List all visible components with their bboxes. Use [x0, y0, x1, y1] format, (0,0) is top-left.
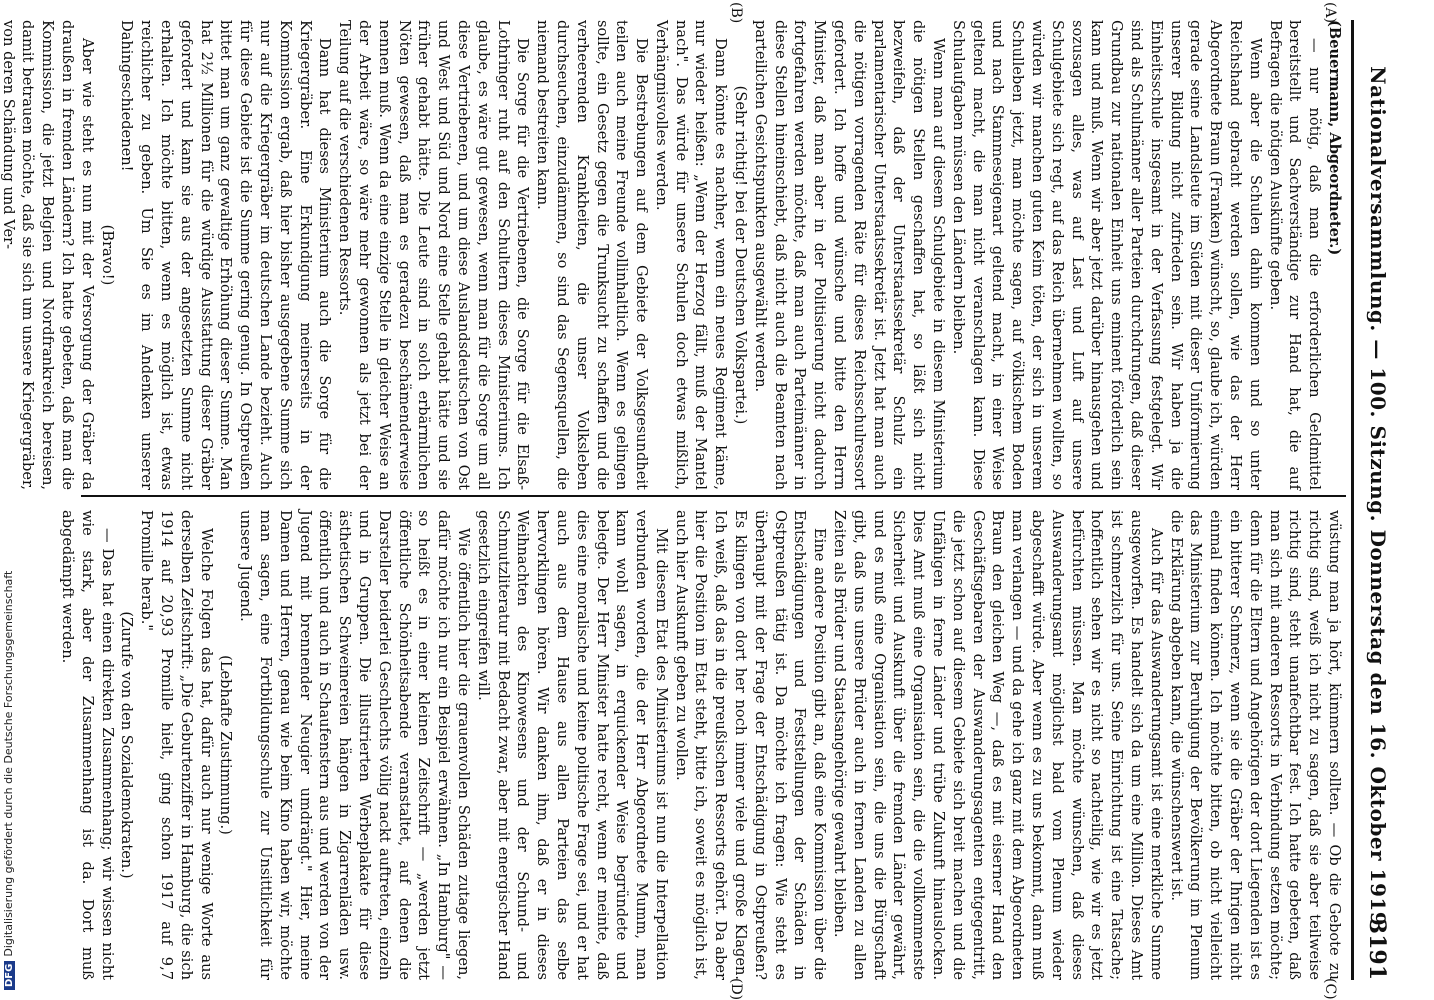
margin-mark-a: (A)	[1322, 2, 1338, 24]
page-title: Nationalversammlung. — 100. Sitzung. Donnerstag den 16. Oktober 1919.	[1366, 66, 1390, 934]
paragraph: wüstung man ja hört, kümmern sollten. — Ob die Gebote zu richtig sind, weiß ich nicht zu sagen, daß sie aber teilweise richtig sind, steht unanfechtbar fest. Ich hatte gebeten, daß man sich mit anderen Ressorts in Verbindung setzen möchte; denn für die Eltern und Angehörigen der dort Liegenden ist es ein bitterer Schmerz, wenn sie die Gräber der Ihrigen nicht einmal finden können. Ich möchte bitten, ob nicht vielleicht das Ministerium zur Beruhigung der Bevölkerung im Plenum die Erklärung abgeben kann, die wünschenswert ist.	[1167, 510, 1343, 980]
paragraph: Wenn man auf diesem Schulgebiete in diesem Ministerium die nötigen Stellen geschaffen hat, so läßt sich nicht bezweifeln, daß der Unterstaatssekretär Schulz ein parlamentarischer Unterstaatssekretär ist. Jetzt hat man auch die nötigen vorragenden Räte für dieses Reichsschulressort gefordert. Ich hoffe und wünsche und bitte den Herrn Minister, daß man aber in der Politisierung nicht dadurch fortgefahren werden möchte, daß man auch Parteimänner in diese Stellen hineinschiebt, daß nicht auch die Beamten nach parteilichen Gesichtspunkten ausgewählt werden.	[751, 20, 948, 490]
page-number: 3191	[1364, 918, 1390, 980]
interjection: (Zurufe von den Sozialdemokraten.)	[118, 611, 136, 879]
page-header	[1358, 20, 1394, 980]
paragraph: — nur nötig, daß man die erforderlichen Geldmittel bereitstellt und Sachverständige zur Hand hat, die auf Befragen die nötigen Auskünfte geben.	[1266, 20, 1324, 490]
paragraph: — Das hat einen direkten Zusammenhang; wir wissen nicht wie stark, aber der Zusammenhang ist da. Dort muß abgedämpft werden.	[59, 510, 116, 980]
digitization-credit-text: Digitalisierung gefördert durch die Deutsche Forschungsgemeinschaft	[2, 570, 15, 957]
paragraph: Die Bestrebungen auf dem Gebiete der Volksgesundheit teilen auch meine Freunde vollinhaltlich. Wenn es gelingen sollte, ein Gesetz gegen die Trunksucht zu schaffen und die verheerenden Krankheiten, die unser Volksleben durchseuchen, einzudämmen, so sind das Segensquellen, die niemand bestreiten kann.	[534, 20, 651, 490]
digitization-sidebar	[0, 0, 20, 1000]
paragraph: Welche Folgen das hat, dafür auch nur wenige Worte aus derselben Zeitschrift: „Die Geburtenziffer in Hamburg, die sich 1914 auf 20,93 Promille hielt, ging schon 1917 auf 9,7 Promille herab."	[138, 510, 215, 981]
paragraph: Die Sorge für die Vertriebenen, die Sorge für die Elsaß-Lothringer ruht auf den Schultern dieses Ministeriums. Ich glaube, es wäre gut gewesen, wenn man für die Sorge um all diese Vertriebenen, und um diese Auslandsdeutschen von Ost und West und Süd und Nord eine Stelle gehabt hätte und sie früher gehabt hätte. Die Leute sind in solch erbärmlichen Nöten gewesen, daß man es geradezu beschämenderweise nennen muß. Wenn da eine einzige Stelle in gleicher Weise an der Arbeit wäre, so wäre mehr gewonnen als jetzt bei der Teilung auf die verschiedenen Ressorts.	[336, 20, 532, 490]
margin-mark-b: (B)	[728, 2, 744, 24]
interjection: (Lebhafte Zustimmung.)	[217, 655, 235, 835]
interjection: (Sehr richtig! bei der Deutschen Volkspartei.)	[732, 85, 750, 425]
paragraph: Mit diesem Etat des Ministeriums ist nun die Interpellation verbunden worden, die der Herr Abgeordnete Mumm, man kann wohl sagen, in erquickender Weise begründete und belegte. Der Herr Minister hatte recht, wenn er meinte, daß dies eine moralische und keine politische Frage sei, und er hat auch aus dem Hause aus allen Parteien das selbe hervorklingen hören. Wir danken ihm, daß er in dieses Weihnachten des Kinowesens und der Schund- und Schmutzliteratur mit Bedacht zwar, aber mit energischer Hand gesetzlich eingreifen will.	[474, 510, 670, 980]
interjection: (Bravo!)	[98, 224, 116, 286]
margin-mark-d: (D)	[728, 978, 744, 1000]
paragraph: Wie öffentlich hier die grauenvollen Schäden zutage liegen, dafür möchte ich nur ein Beispiel erwähnen. „In Hamburg" — so heißt es in einer kleinen Zeitschrift — „werden jetzt öffentliche Schönheitsabende veranstaltet, auf denen die Darsteller beiderlei Geschlechts völlig nackt auftreten, einzeln und in Gruppen. Die illustrierten Werbeplakate für diese ästhetischen Schweinereien hängen in Zigarrenläden usw. öffentlich und auch in Schaufenstern aus und werden von der Jugend mit brennender Neugier umdrängt." Hier, meine Damen und Herren, genau wie beim Kino haben wir, möchte man sagen, eine Fortbildungsschule zur Unsittlichkeit für unsere Jugend.	[237, 510, 472, 980]
paragraph: Aber wie steht es nun mit der Versorgung der Gräber da draußen in fremden Ländern? Ich hatte gebeten, daß man die Kommission, die jetzt Belgien und Nordfrankreich bereisen, damit betrauen möchte, daß sie sich um unsere Kriegergräber, von deren Schändung und Ver-	[0, 20, 96, 490]
digitization-credit	[2, 0, 18, 990]
left-column	[0, 20, 1344, 490]
paragraph: Wenn aber die Schulen dahin kommen und so unter Reichshand gebracht werden sollen, wie das der Herr Abgeordnete Braun (Franken) wünscht, so, glaube ich, würden gerade seine Landsleute im Süden mit dieser Uniformierung unserer Bildung nicht zufrieden sein. Wir haben ja die Einheitsschule insgesamt in der Verfassung festgelegt. Wir sind als Schulmänner aller Parteien durchdrungen, daß dieser Grundbau zur nationalen Einheit uns eminent förderlich sein kann und muß. Wenn wir aber jetzt darüber hinausgehen und sozusagen alles, was auf Last und Luft auf unsere Schulgebiete sich regt, auf das Reich übernehmen wollten, so würden wir manchen guten Keim töten, der sich in unserem Schulleben jetzt, man möchte sagen, auf völkischem Boden und nach Stammeseigenart geltend macht, in einer Weise geltend macht, die man nicht veranschlagen kann. Diese Schulaufgaben müssen den Ländern bleiben.	[949, 20, 1264, 490]
paragraph: Dann hat dieses Ministerium auch die Sorge für die Kriegergräber. Eine Erkundigung meinerseits in der Kommission ergab, daß hier bisher ausgegebene Summe sich nur auf die Kriegergräber im deutschen Lande bezieht. Auch für diese Gebiete ist die Summe gering genug. In Ostpreußen bittet man um ganz gewaltige Erhöhung dieser Summe. Man hat 2½ Millionen für die würdige Ausstattung dieser Gräber gefordert und kann sie aus der angesetzten Summe nicht erhalten. Ich möchte bitten, wenn es möglich ist, etwas reichlicher zu geben. Um Sie es im Andenken unserer Dahingeschiedenen!	[118, 20, 334, 490]
right-column	[59, 510, 1344, 981]
speaker-line: (Beuermann, Abgeordneter.)	[1326, 20, 1343, 256]
paragraph: Eine andere Position gibt an, daß eine Kommission über die Entschädigungen und Feststellungen der Schäden in Ostpreußen tätig ist. Da möchte ich fragen: Wie steht es überhaupt mit der Frage der Entschädigung in Ostpreußen? Es klingen von dort her noch immer viele und große Klagen. Ich weiß, daß das in die preußischen Ressorts gehört. Da aber hier die Position im Etat steht, bitte ich, soweit es möglich ist, auch hier Auskunft geben zu wollen.	[672, 510, 829, 980]
paragraph: Dann könnte es nachher, wenn ein neues Regiment käme, nur wieder heißen: „Wenn der Herzog fällt, muß der Mantel nach". Das würde für unsere Schulen doch etwas mißlich, Verhängnisvolles werden.	[652, 20, 730, 490]
column-divider	[81, 495, 1346, 497]
dfg-logo: DFG	[4, 961, 15, 990]
paragraph: Auch für das Auswanderungsamt ist eine merkliche Summe ausgeworfen. Es handelt sich da um eine Million. Dieses Amt ist schmerzlich für uns. Seine Einrichtung ist eine Tatsache; hoffentlich sehen wir es nicht so nachteilig, wie wir es jetzt befürchten müssen. Man möchte wünschen, daß dieses Auswanderungsamt möglichst bald vom Plenum wieder abgeschafft würde. Aber wenn es zu uns bekommt, dann muß man verlangen — und da gehe ich ganz mit dem Abgeordneten Braun den gleichen Weg —, daß es mit eiserner Hand den Geschäftsgebaren der Auswanderungsagenten entgegentritt, die jetzt schon auf diesem Gebiete sich breit machen und die Unfähigen in ferne Länder und trübe Zukunft hinauslocken. Dies Amt muß eine Organisation sein, die die vollkommenste Sicherheit und Auskunft über die fremden Länder gewährt, und es muß eine Organisation sein, die uns die Bürgschaft gibt, daß uns unsere Brüder auch in fernen Landen zu allen Zeiten als Brüder und Staatsangehörige gewahrt bleiben.	[831, 510, 1165, 980]
margin-mark-c: (C)	[1322, 978, 1338, 1000]
header-rule	[1351, 20, 1354, 980]
